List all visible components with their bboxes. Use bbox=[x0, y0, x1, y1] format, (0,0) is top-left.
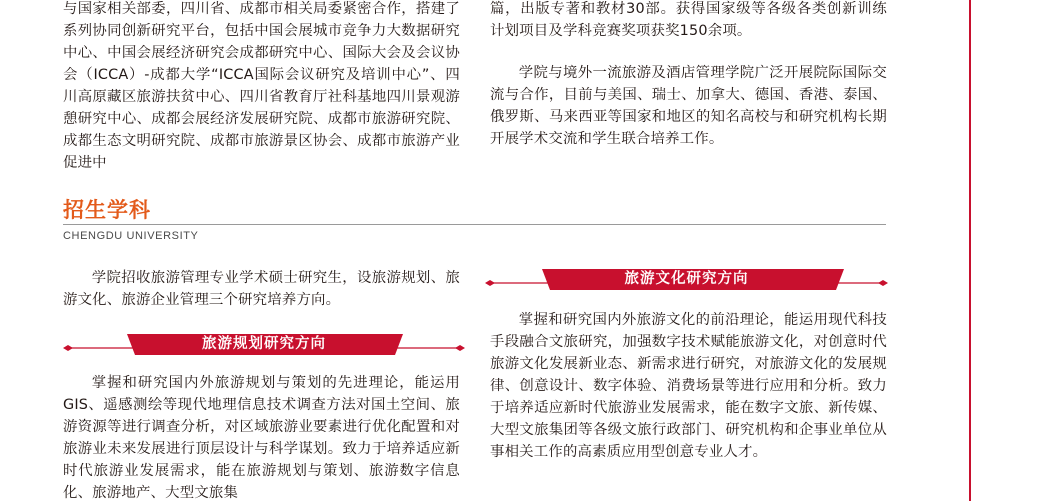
planning-direction-title: 旅游规划研究方向 bbox=[202, 336, 326, 352]
page-edge-rule bbox=[969, 0, 971, 501]
planning-direction-banner bbox=[63, 332, 465, 356]
right-top-paragraph: 篇，出版专著和教材30部。获得国家级等各级各类创新训练计划项目及学科竞赛奖项获奖150余项。 bbox=[490, 1, 887, 39]
section-subtitle: CHENGDU UNIVERSITY bbox=[63, 230, 199, 242]
culture-direction-banner bbox=[485, 267, 888, 291]
section-divider bbox=[63, 224, 886, 225]
culture-direction-title: 旅游文化研究方向 bbox=[624, 271, 749, 287]
right-exchange-paragraph: 学院与境外一流旅游及酒店管理学院广泛开展院际国际交流与合作，目前与美国、瑞士、加拿大、德国、香港、泰国、俄罗斯、马来西亚等国家和地区的知名高校与和研究机构长期开展学术交流和学生联合培养工作。 bbox=[490, 65, 887, 147]
section-title: 招生学科 bbox=[63, 198, 151, 222]
planning-direction-body: 掌握和研究国内外旅游规划与策划的先进理论，能运用GIS、遥感测绘等现代地理信息技术调查方法对国土空间、旅游资源等进行调查分析，对区域旅游业要素进行优化配置和对旅游业未来发展进行顶层设计与科学谋划。致力于培养适应新时代旅游业发展需求，能在旅游规划与策划、旅游数字信息化、旅游地产、大型文旅集 bbox=[63, 375, 460, 501]
left-top-paragraph: 与国家相关部委，四川省、成都市相关局委紧密合作，搭建了系列协同创新研究平台，包括中国会展城市竞争力大数据研究中心、中国会展经济研究会成都研究中心、国际大会及会议协会（ICCA）-成都大学“ICCA国际会议研究及培训中心”、四川高原藏区旅游扶贫中心、四川省教育厅社科基地四川景观游憩研究中心、成都会展经济发展研究院、成都市旅游研究院、成都生态文明研究院、成都市旅游景区协会、成都市旅游产业促进中 bbox=[63, 1, 460, 171]
intro-paragraph: 学院招收旅游管理专业学术硕士研究生，设旅游规划、旅游文化、旅游企业管理三个研究培养方向。 bbox=[63, 270, 460, 308]
culture-direction-body: 掌握和研究国内外旅游文化的前沿理论，能运用现代科技手段融合文旅研究，加强数字技术赋能旅游文化，对创意时代旅游文化发展新业态、新需求进行研究，对旅游文化的发展规律、创意设计、数字体验、消费场景等进行应用和分析。致力于培养适应新时代旅游业发展需求，能在数字文旅、新传媒、大型文旅集团等各级文旅行政部门、研究机构和企事业单位从事相关工作的高素质应用型创意专业人才。 bbox=[490, 312, 887, 460]
